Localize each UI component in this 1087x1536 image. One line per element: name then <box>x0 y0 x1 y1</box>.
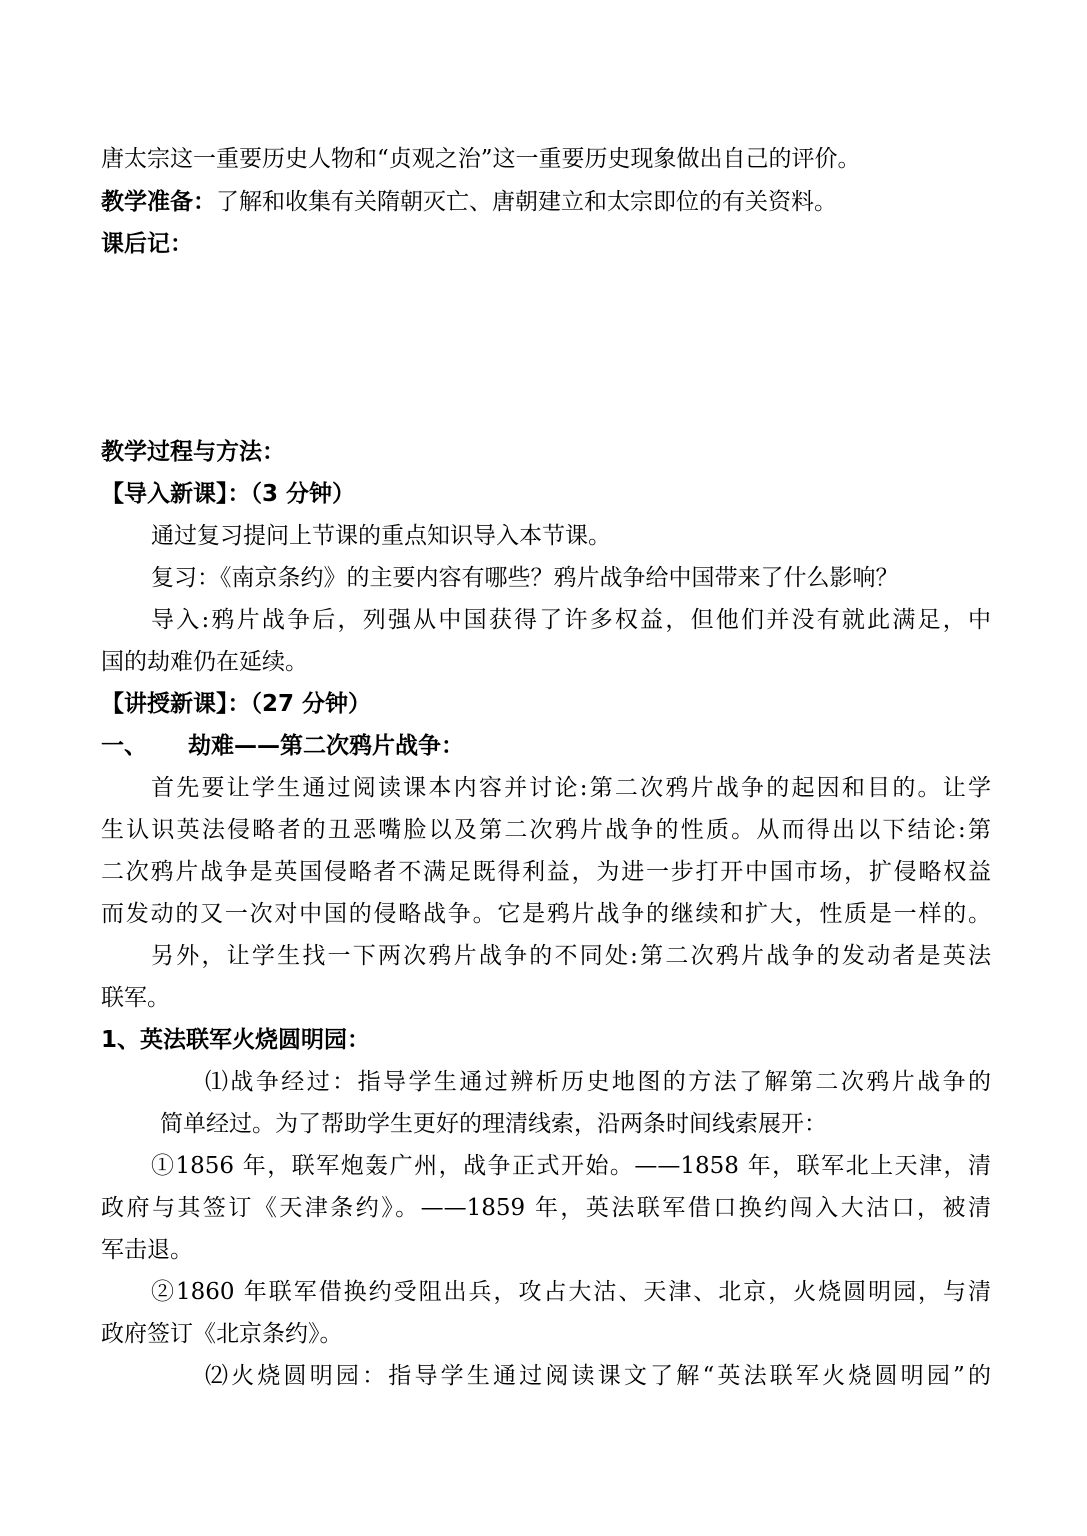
subsection-heading: 1、英法联军火烧圆明园： <box>101 1027 371 1053</box>
text-line: 另外，让学生找一下两次鸦片战争的不同处:第二次鸦片战争的发动者是英法 <box>151 943 991 969</box>
text-line: 国的劫难仍在延续。 <box>101 649 308 675</box>
intro-section-heading: 【导入新课】：（3 分钟） <box>101 481 356 507</box>
text-line: 导入:鸦片战争后，列强从中国获得了许多权益，但他们并没有就此满足，中 <box>151 607 991 633</box>
text-line: ①1856 年，联军炮轰广州，战争正式开始。——1858 年，联军北上天津，清 <box>151 1153 991 1179</box>
teaching-process-heading: 教学过程与方法： <box>101 439 285 465</box>
text-line: 简单经过。为了帮助学生更好的理清线索，沿两条时间线索展开： <box>160 1111 827 1137</box>
text-line: 而发动的又一次对中国的侵略战争。它是鸦片战争的继续和扩大，性质是一样的。 <box>101 901 991 927</box>
text-line: 唐太宗这一重要历史人物和“贞观之治”这一重要历史现象做出自己的评价。 <box>101 146 861 172</box>
text-line: 通过复习提问上节课的重点知识导入本节课。 <box>151 523 611 549</box>
teaching-preparation-text: 了解和收集有关隋朝灭亡、唐朝建立和太宗即位的有关资料。 <box>216 189 837 215</box>
teaching-preparation <box>101 187 991 217</box>
text-line: 军击退。 <box>101 1237 193 1263</box>
section-title: 劫难——第二次鸦片战争： <box>188 733 464 759</box>
text-line: ②1860 年联军借换约受阻出兵，攻占大沽、天津、北京，火烧圆明园，与清 <box>151 1279 991 1305</box>
teaching-preparation-label: 教学准备： <box>101 189 216 215</box>
text-line: 联军。 <box>101 985 170 1011</box>
post-class-notes-heading: 课后记： <box>101 231 193 257</box>
text-line: 政府与其签订《天津条约》。——1859 年，英法联军借口换约闯入大沽口，被清 <box>101 1195 991 1221</box>
text-line: 首先要让学生通过阅读课本内容并讨论:第二次鸦片战争的起因和目的。让学 <box>151 775 991 801</box>
section-number: 一、 <box>101 733 147 759</box>
text-line: 二次鸦片战争是英国侵略者不满足既得利益，为进一步打开中国市场，扩侵略权益 <box>101 859 991 885</box>
text-line: ⑴战争经过：指导学生通过辨析历史地图的方法了解第二次鸦片战争的 <box>205 1069 991 1095</box>
lecture-section-heading: 【讲授新课】：（27 分钟） <box>101 691 372 717</box>
text-line: 生认识英法侵略者的丑恶嘴脸以及第二次鸦片战争的性质。从而得出以下结论:第 <box>101 817 991 843</box>
section-one-heading <box>101 731 991 761</box>
text-line: 政府签订《北京条约》。 <box>101 1321 343 1347</box>
text-line: ⑵火烧圆明园：指导学生通过阅读课文了解“英法联军火烧圆明园”的 <box>205 1363 991 1389</box>
text-line: 复习：《南京条约》的主要内容有哪些？鸦片战争给中国带来了什么影响？ <box>151 565 899 591</box>
